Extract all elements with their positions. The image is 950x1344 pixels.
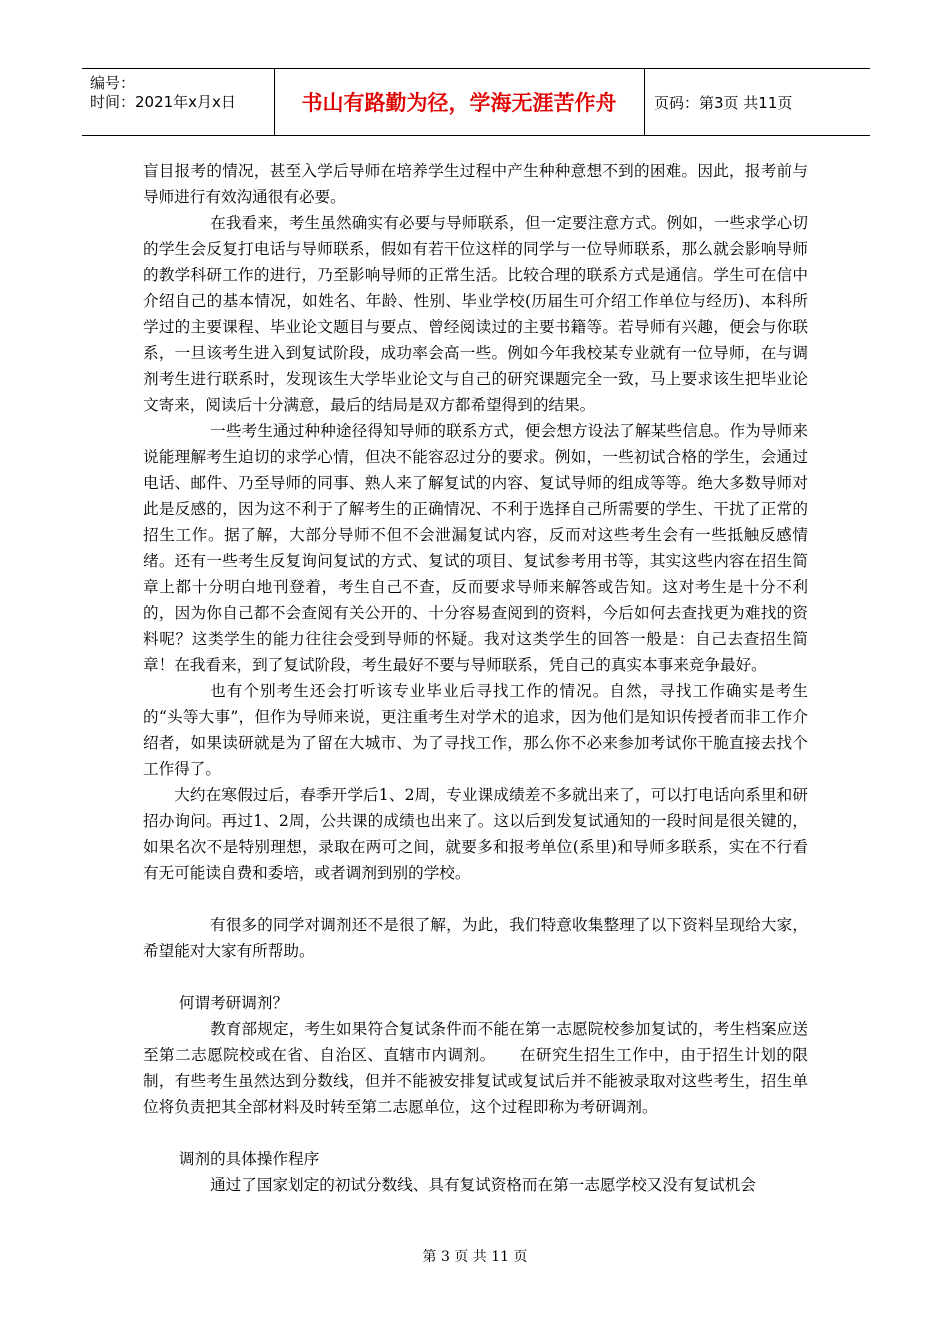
header-meta <box>82 69 275 135</box>
paragraph: 盲目报考的情况，甚至入学后导师在培养学生过程中产生种种意想不到的困难。因此，报考前与导师进行有效沟通很有必要。 <box>143 162 808 206</box>
page-footer: 第 3 页 共 11 页 <box>422 1249 528 1265</box>
header-motto: 书山有路勤为径，学海无涯苦作舟 <box>274 69 645 135</box>
paragraph: 有很多的同学对调剂还不是很了解，为此，我们特意收集整理了以下资料呈现给大家，希望能对大家有所帮助。 <box>143 916 808 960</box>
paragraph: 教育部规定，考生如果符合复试条件而不能在第一志愿院校参加复试的，考生档案应送至第二志愿院校或在省、自治区、直辖市内调剂。 在研究生招生工作中，由于招生计划的限制，有些考生虽然达到分数线，但并不能被安排复试或复试后并不能被录取对这些考生，招生单位将负责把其全部材料及时转至第二志愿单位，这个过程即称为考研调剂。 <box>143 1020 808 1116</box>
spacer <box>143 964 808 990</box>
document-body <box>143 158 808 1198</box>
spacer <box>143 1120 808 1146</box>
paragraph: 通过了国家划定的初试分数线、具有复试资格而在第一志愿学校又没有复试机会 <box>210 1176 756 1194</box>
paragraph: 一些考生通过种种途径得知导师的联系方式，便会想方设法了解某些信息。作为导师来说能理解考生迫切的求学心情，但决不能容忍过分的要求。例如，一些初试合格的学生，会通过电话、邮件、乃至导师的同事、熟人来了解复试的内容、复试导师的组成等等。绝大多数导师对此是反感的，因为这不利于了解考生的正确情况、不利于选择自己所需要的学生、干扰了正常的招生工作。据了解，大部分导师不但不会泄漏复试内容，反而对这些考生会有一些抵触反感情绪。还有一些考生反复询问复试的方式、复试的项目、复试参考用书等，其实这些内容在招生简章上都十分明白地刊登着，考生自己不查，反而要求导师来解答或告知。这对考生是十分不利的，因为你自己都不会查阅有关公开的、十分容易查阅到的资料，今后如何去查找更为难找的资料呢？这类学生的能力往往会受到导师的怀疑。我对这类学生的回答一般是：自己去查招生简章！在我看来，到了复试阶段，考生最好不要与导师联系，凭自己的真实本事来竞争最好。 <box>143 422 808 674</box>
page-header <box>82 68 870 136</box>
code-label: 编号： <box>90 74 136 92</box>
paragraph: 在我看来，考生虽然确实有必要与导师联系，但一定要注意方式。例如，一些求学心切的学生会反复打电话与导师联系，假如有若干位这样的同学与一位导师联系，那么就会影响导师的教学科研工作的进行，乃至影响导师的正常生活。比较合理的联系方式是通信。学生可在信中介绍自己的基本情况，如姓名、年龄、性别、毕业学校(历届生可介绍工作单位与经历)、本科所学过的主要课程、毕业论文题目与要点、曾经阅读过的主要书籍等。若导师有兴趣，便会与你联系，一旦该考生进入到复试阶段，成功率会高一些。例如今年我校某专业就有一位导师，在与调剂考生进行联系时，发现该生大学毕业论文与自己的研究课题完全一致，马上要求该生把毕业论文寄来，阅读后十分满意，最后的结局是双方都希望得到的结果。 <box>143 214 808 414</box>
section-heading: 何谓考研调剂？ <box>178 994 289 1012</box>
spacer <box>143 886 808 912</box>
date-label: 时间：2021年x月x日 <box>90 93 236 111</box>
header-page-info: 页码：第3页 共11页 <box>654 93 793 112</box>
paragraph: 也有个别考生还会打听该专业毕业后寻找工作的情况。自然，寻找工作确实是考生的“头等大事”，但作为导师来说，更注重考生对学术的追求，因为他们是知识传授者而非工作介绍者，如果读研就是为了留在大城市、为了寻找工作，那么你不必来参加考试你干脆直接去找个工作得了。 <box>143 682 808 778</box>
section-heading: 调剂的具体操作程序 <box>178 1150 320 1168</box>
paragraph: 大约在寒假过后，春季开学后1、2周，专业课成绩差不多就出来了，可以打电话向系里和研招办询问。再过1、2周，公共课的成绩也出来了。这以后到发复试通知的一段时间是很关键的，如果名次不是特别理想，录取在两可之间，就要多和报考单位(系里)和导师多联系，实在不行看有无可能读自费和委培，或者调剂到别的学校。 <box>143 786 808 882</box>
